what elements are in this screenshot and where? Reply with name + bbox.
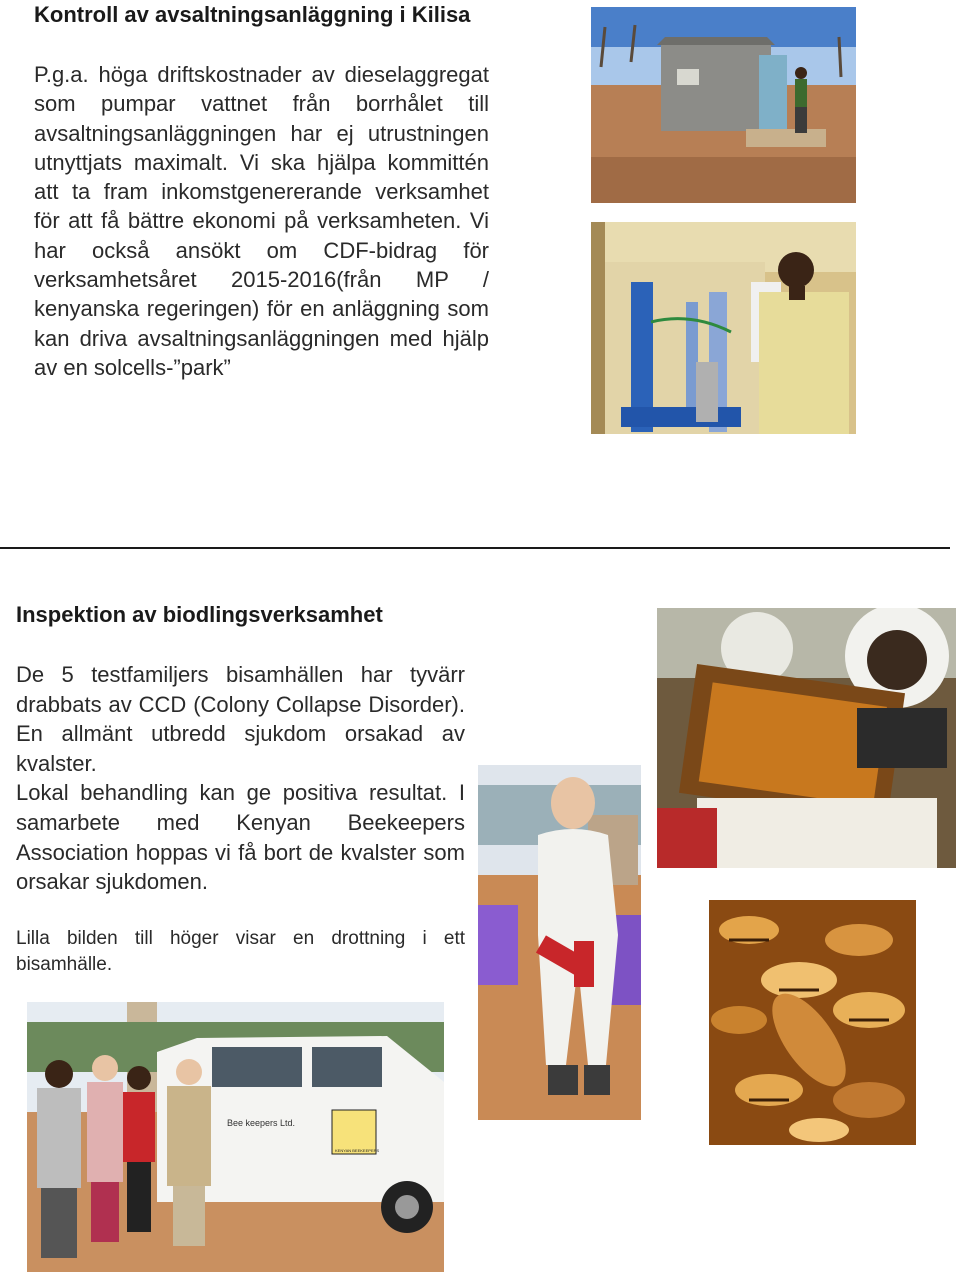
desalination-equipment-photo <box>591 222 856 434</box>
desalination-building-photo <box>591 7 856 203</box>
section-desalination <box>34 0 489 382</box>
section-divider <box>0 547 950 549</box>
section-title-beekeeping: Inspektion av biodlingsverksamhet <box>16 602 383 627</box>
truck-door-text: Bee keepers Ltd. <box>227 1118 296 1128</box>
queen-bee-photo <box>709 900 916 1145</box>
beekeeping-paragraph-2: Lokal behandling kan ge positiva resultat. I samarbete med Kenyan Beekeepers Association hoppas vi få bort de kvalster som orsakar sjukdomen. <box>16 780 465 895</box>
beekeeping-paragraph-1: De 5 testfamiljers bisamhällen har tyvärr drabbats av CCD (Colony Collapse Disorder). En allmänt utbredd sjukdom orsakad av kvalster. <box>16 662 465 776</box>
section-title-desalination: Kontroll av avsaltningsanläggning i Kilisa <box>34 2 471 27</box>
team-truck-photo <box>27 1002 444 1272</box>
beekeeper-suit-photo <box>478 765 641 1120</box>
section-beekeeping <box>16 600 465 978</box>
desalination-paragraph: P.g.a. höga driftskostnader av dieselaggregat som pumpar vattnet från borrhålet till avsaltningsanläggningen har ej utrustningen utnyttjats maximalt. Vi ska hjälpa kommittén att ta fram inkomstgenererande verksamhet för att få bättre ekonomi på verksamheten. Vi har också ansökt om CDF-bidrag för verksamhetsåret 2015-2016(från MP / kenyanska regeringen) för en anläggning som kan driva avsaltningsanläggningen med hjälp av en solcells-”park” <box>34 62 489 380</box>
hive-inspection-photo <box>657 608 956 868</box>
queen-caption: Lilla bilden till höger visar en drottning i ett bisamhälle. <box>16 927 465 975</box>
truck-logo-text: KENYAN BEEKEEPERS <box>335 1148 380 1153</box>
